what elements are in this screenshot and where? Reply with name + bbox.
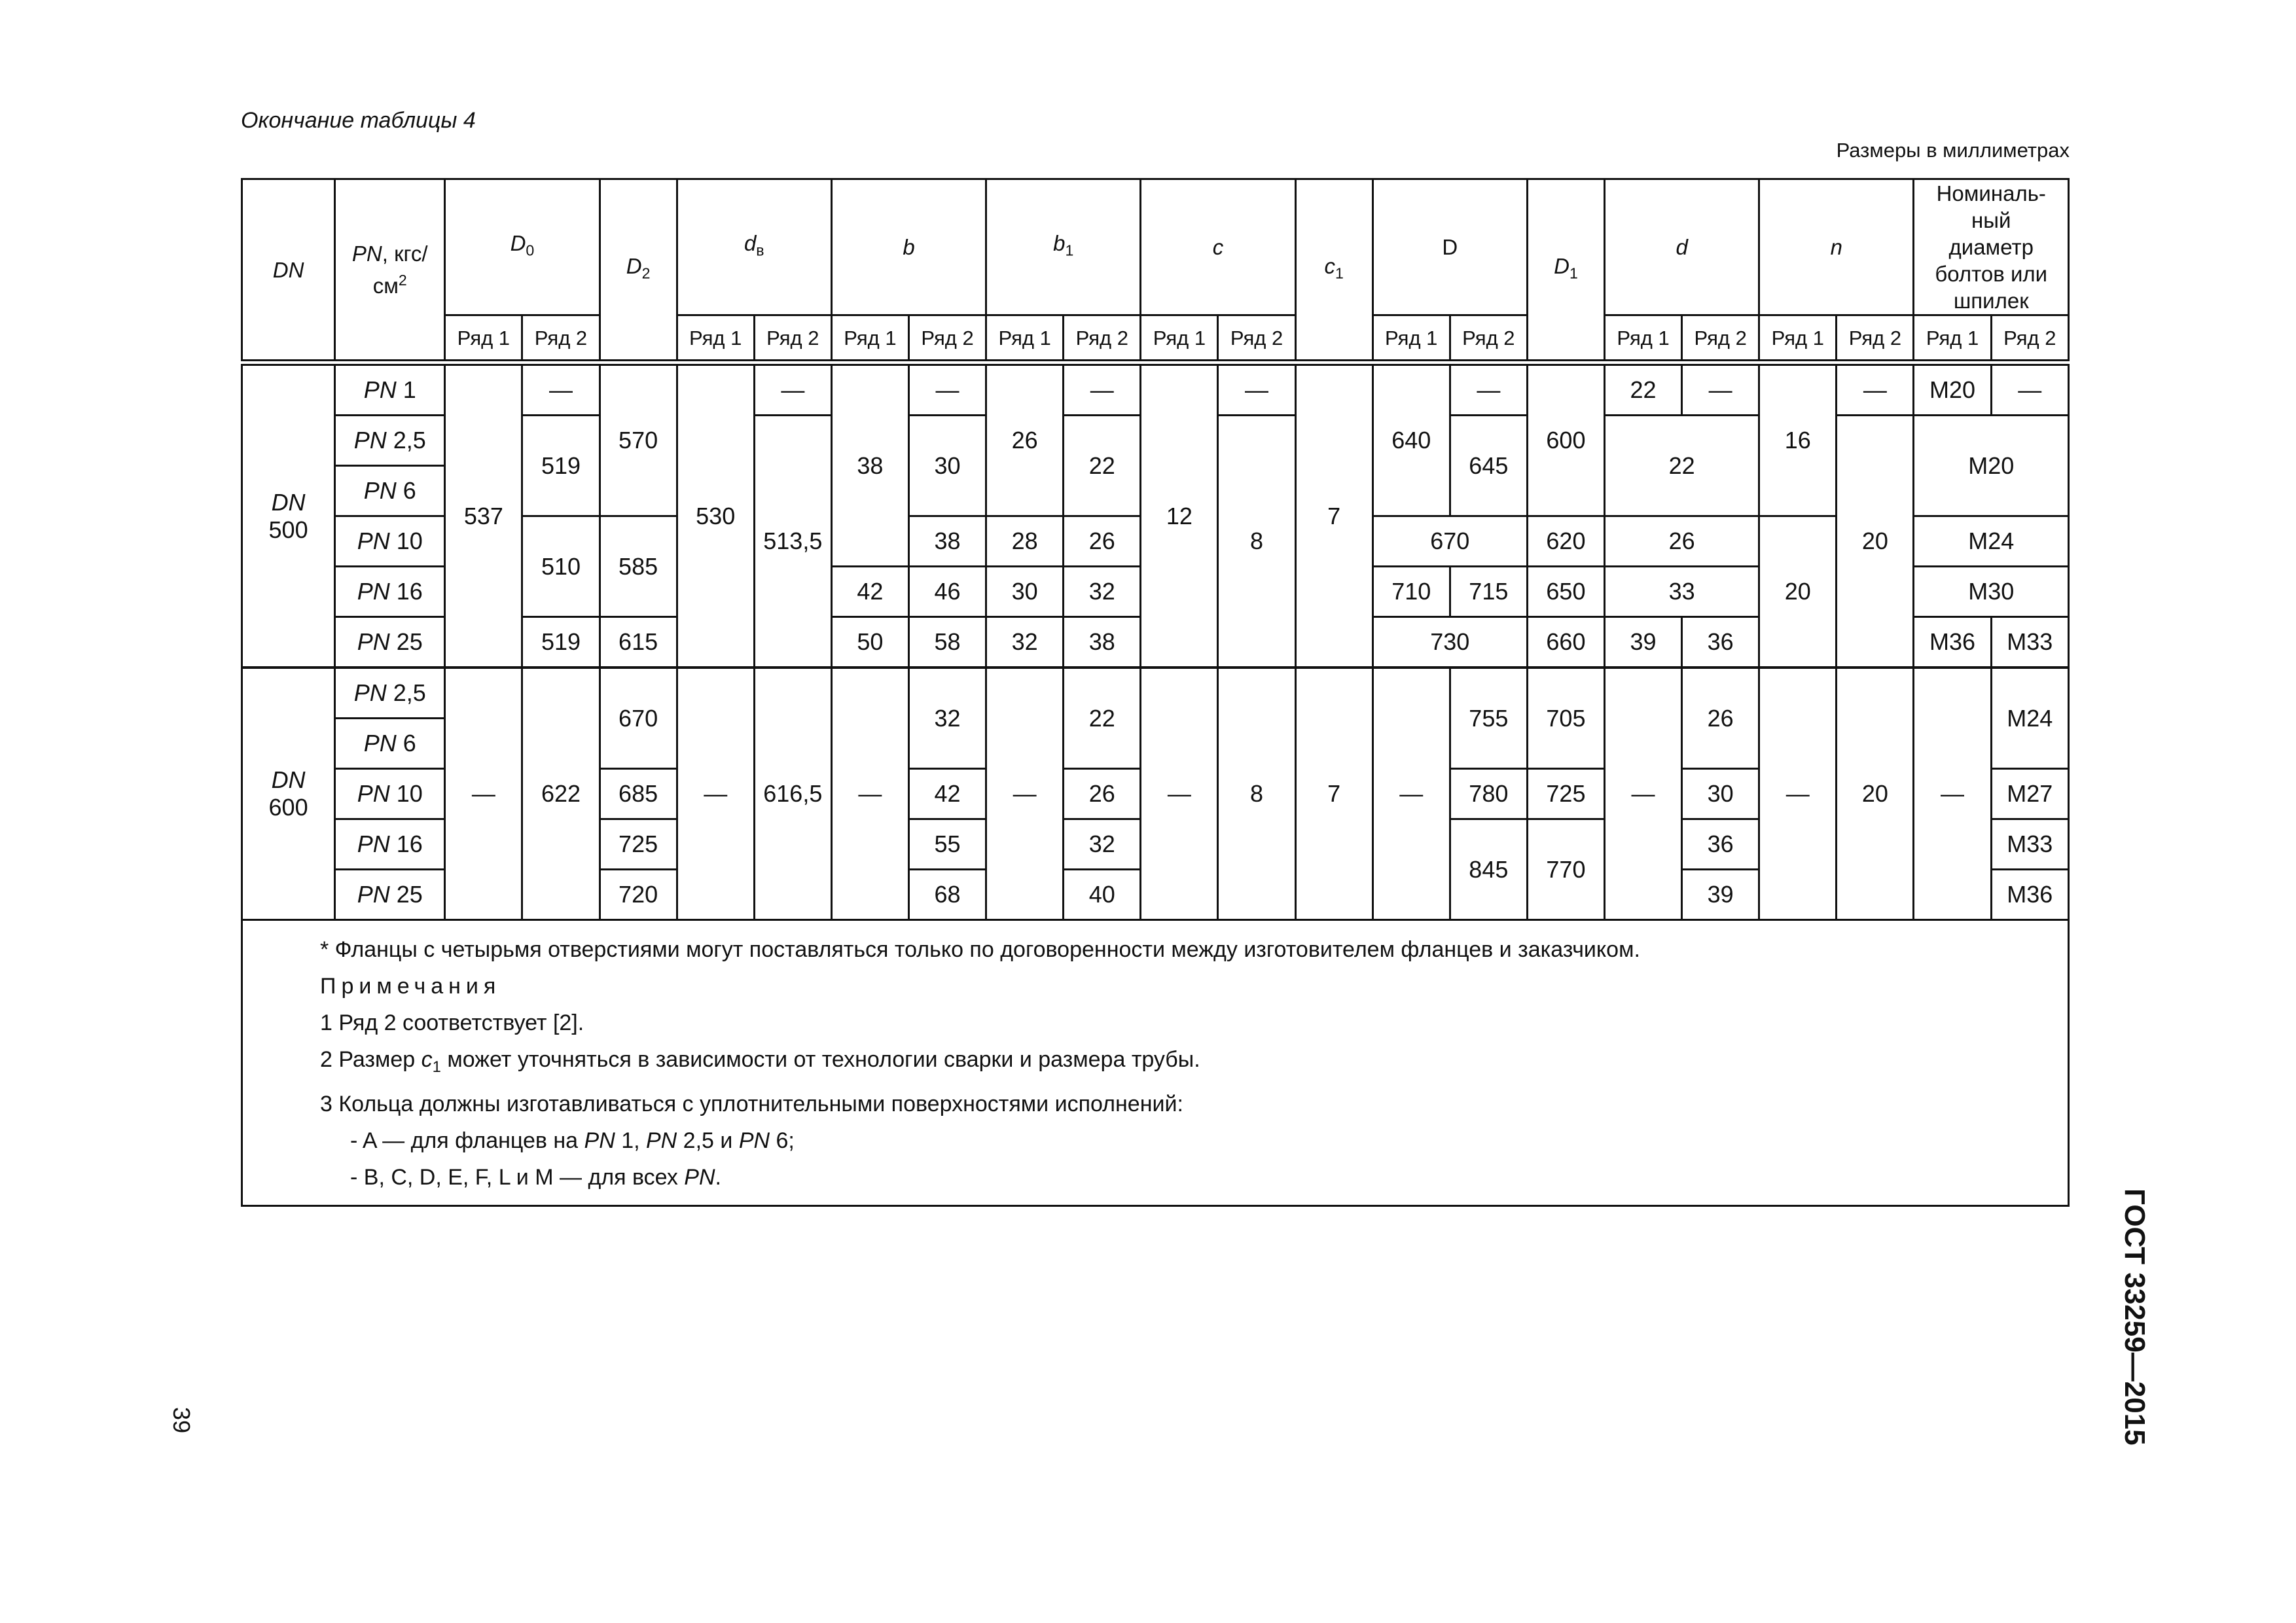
table-cell: M24 xyxy=(1914,516,2069,567)
table-cell: — xyxy=(445,668,522,920)
table-cell: 50 xyxy=(831,617,908,668)
table-cell: 755 xyxy=(1450,668,1527,769)
table-cell: 645 xyxy=(1450,416,1527,516)
row2-label: Ряд 2 xyxy=(1837,315,1914,363)
table-cell: 68 xyxy=(908,870,986,920)
row2-label: Ряд 2 xyxy=(522,315,600,363)
table-cell: 20 xyxy=(1837,416,1914,668)
pn-cell: PN 2,5 xyxy=(335,416,445,466)
row1-label: Ряд 1 xyxy=(831,315,908,363)
table-cell: 38 xyxy=(1064,617,1141,668)
table-cell: — xyxy=(1372,668,1450,920)
table-cell: — xyxy=(1218,363,1295,416)
header-c: c xyxy=(1141,179,1295,315)
table-cell: 685 xyxy=(600,769,677,819)
pn-cell: PN 10 xyxy=(335,516,445,567)
table-cell: 30 xyxy=(986,567,1064,617)
table-cell: 730 xyxy=(1372,617,1527,668)
header-d0: $D_0$ xyxy=(445,179,600,315)
table-cell: 46 xyxy=(908,567,986,617)
table-cell: — xyxy=(1064,363,1141,416)
table-cell: 660 xyxy=(1527,617,1604,668)
dn-cell: DN 500 xyxy=(242,363,335,668)
header-D: D xyxy=(1372,179,1527,315)
row1-label: Ряд 1 xyxy=(1914,315,1991,363)
header-c1: $c_1$ xyxy=(1295,179,1372,363)
table-cell: 36 xyxy=(1682,617,1759,668)
row2-label: Ряд 2 xyxy=(1218,315,1295,363)
table-cell: 780 xyxy=(1450,769,1527,819)
table-cell: M33 xyxy=(1991,617,2068,668)
table-cell: 42 xyxy=(831,567,908,617)
footnote: * Фланцы с четырьмя отверстиями могут поставляться только по договоренности между изготовителем фланцев и заказчиком. xyxy=(320,937,1640,962)
table-cell: — xyxy=(1991,363,2068,416)
table-cell: — xyxy=(677,668,754,920)
table-cell: 640 xyxy=(1372,363,1450,516)
table-cell: — xyxy=(754,363,831,416)
table-cell: 616,5 xyxy=(754,668,831,920)
table-cell: 8 xyxy=(1218,416,1295,668)
table-cell: — xyxy=(831,668,908,920)
table-cell: 33 xyxy=(1605,567,1759,617)
row1-label: Ряд 1 xyxy=(986,315,1064,363)
table-cell: 650 xyxy=(1527,567,1604,617)
table-cell: — xyxy=(1141,668,1218,920)
table-cell: 519 xyxy=(522,617,600,668)
units-label: Размеры в миллиметрах xyxy=(1836,139,2070,162)
table-cell: 39 xyxy=(1605,617,1682,668)
header-d: d xyxy=(1605,179,1759,315)
table-cell: — xyxy=(1450,363,1527,416)
table-cell: M27 xyxy=(1991,769,2068,819)
table-cell: 725 xyxy=(600,819,677,870)
row1-label: Ряд 1 xyxy=(445,315,522,363)
table-cell: 30 xyxy=(908,416,986,516)
header-b1: $b_1$ xyxy=(986,179,1141,315)
table-cell: — xyxy=(1759,668,1837,920)
table-cell: 725 xyxy=(1527,769,1604,819)
table-cell: 670 xyxy=(1372,516,1527,567)
row1-label: Ряд 1 xyxy=(677,315,754,363)
standard-code: ГОСТ 33259—2015 xyxy=(2119,1188,2151,1446)
table-cell: 55 xyxy=(908,819,986,870)
table-cell: 38 xyxy=(831,363,908,567)
pn-cell: PN 25 xyxy=(335,870,445,920)
row2-label: Ряд 2 xyxy=(1991,315,2068,363)
header-dn: DN xyxy=(242,179,335,363)
table-cell: 26 xyxy=(1682,668,1759,769)
table-cell: M30 xyxy=(1914,567,2069,617)
table-cell: — xyxy=(1682,363,1759,416)
table-cell: 622 xyxy=(522,668,600,920)
table-cell: 8 xyxy=(1218,668,1295,920)
table-cell: 16 xyxy=(1759,363,1837,516)
row2-label: Ряд 2 xyxy=(1450,315,1527,363)
table-row xyxy=(242,363,2069,416)
table-cell: 519 xyxy=(522,416,600,516)
table-cell: — xyxy=(1914,668,1991,920)
table-cell: 26 xyxy=(1605,516,1759,567)
header-pn: PN, кгс/$см^2$ xyxy=(335,179,445,363)
table-cell: 32 xyxy=(908,668,986,769)
table-cell: M20 xyxy=(1914,363,1991,416)
table-cell: 32 xyxy=(1064,567,1141,617)
row2-label: Ряд 2 xyxy=(1682,315,1759,363)
table-row xyxy=(242,668,2069,719)
table-cell: 32 xyxy=(986,617,1064,668)
table-cell: 530 xyxy=(677,363,754,668)
dn-cell: DN 600 xyxy=(242,668,335,920)
table-cell: 705 xyxy=(1527,668,1604,769)
row2-label: Ряд 2 xyxy=(754,315,831,363)
table-cell: 20 xyxy=(1759,516,1837,668)
table-cell: 39 xyxy=(1682,870,1759,920)
table-cell: 600 xyxy=(1527,363,1604,516)
table-cell: M33 xyxy=(1991,819,2068,870)
table-cell: — xyxy=(908,363,986,416)
table-cell: 12 xyxy=(1141,363,1218,668)
table-cell: 710 xyxy=(1372,567,1450,617)
table-cell: 770 xyxy=(1527,819,1604,920)
pn-cell: PN 6 xyxy=(335,466,445,516)
table-cell: 36 xyxy=(1682,819,1759,870)
notes-title: Примечания xyxy=(320,974,501,999)
table-cell: 40 xyxy=(1064,870,1141,920)
table-cell: 513,5 xyxy=(754,416,831,668)
table-cell: M24 xyxy=(1991,668,2068,769)
table-caption: Окончание таблицы 4 xyxy=(241,108,476,133)
note-3a: - A — для фланцев на PN 1, PN 2,5 и PN 6; xyxy=(350,1128,795,1153)
notes-block xyxy=(242,920,2069,1206)
row1-label: Ряд 1 xyxy=(1605,315,1682,363)
header-dv: $d_в$ xyxy=(677,179,831,315)
table-cell: 715 xyxy=(1450,567,1527,617)
pn-cell: PN 6 xyxy=(335,719,445,769)
table-cell: 58 xyxy=(908,617,986,668)
table-cell: 7 xyxy=(1295,363,1372,668)
note-3b: - B, C, D, E, F, L и M — для всех PN. xyxy=(350,1164,721,1190)
row2-label: Ряд 2 xyxy=(1064,315,1141,363)
pn-cell: PN 25 xyxy=(335,617,445,668)
table-cell: 26 xyxy=(1064,769,1141,819)
row1-label: Ряд 1 xyxy=(1141,315,1218,363)
table-cell: 510 xyxy=(522,516,600,617)
pn-cell: PN 16 xyxy=(335,819,445,870)
row1-label: Ряд 1 xyxy=(1759,315,1837,363)
table-cell: — xyxy=(522,363,600,416)
table-cell: 615 xyxy=(600,617,677,668)
note-1: 1 Ряд 2 соответствует [2]. xyxy=(320,1010,584,1035)
table-cell: 22 xyxy=(1605,416,1759,516)
table-cell: — xyxy=(1605,668,1682,920)
table-cell: 845 xyxy=(1450,819,1527,920)
table-cell: 26 xyxy=(986,363,1064,516)
table-cell: 22 xyxy=(1605,363,1682,416)
header-d2: $D_2$ xyxy=(600,179,677,363)
pn-cell: PN 16 xyxy=(335,567,445,617)
page-number: 39 xyxy=(168,1407,195,1434)
row2-label: Ряд 2 xyxy=(908,315,986,363)
table-cell: 22 xyxy=(1064,668,1141,769)
table-cell: M20 xyxy=(1914,416,2069,516)
table-cell: 42 xyxy=(908,769,986,819)
header-D1: $D_1$ xyxy=(1527,179,1604,363)
table-cell: 585 xyxy=(600,516,677,617)
table-cell: 38 xyxy=(908,516,986,567)
header-b: b xyxy=(831,179,986,315)
table-cell: 26 xyxy=(1064,516,1141,567)
table-cell: 30 xyxy=(1682,769,1759,819)
table-cell: 720 xyxy=(600,870,677,920)
table-cell: 620 xyxy=(1527,516,1604,567)
header-bolt-diameter: Номиналь-ный диаметр болтов или шпилек xyxy=(1914,179,2069,315)
table-cell: 537 xyxy=(445,363,522,668)
pn-cell: PN 10 xyxy=(335,769,445,819)
table-cell: — xyxy=(1837,363,1914,416)
table-cell: 32 xyxy=(1064,819,1141,870)
table-cell: 22 xyxy=(1064,416,1141,516)
table-cell: M36 xyxy=(1914,617,1991,668)
table-cell: 28 xyxy=(986,516,1064,567)
table-cell: 570 xyxy=(600,363,677,516)
pn-cell: PN 1 xyxy=(335,363,445,416)
table-cell: M36 xyxy=(1991,870,2068,920)
row1-label: Ряд 1 xyxy=(1372,315,1450,363)
flange-dimensions-table xyxy=(241,178,2070,1207)
note-2: 2 Размер $c_1$ может уточняться в зависимости от технологии сварки и размера трубы. xyxy=(320,1047,1200,1076)
notes-row xyxy=(242,920,2069,1206)
pn-cell: PN 2,5 xyxy=(335,668,445,719)
table-cell: — xyxy=(986,668,1064,920)
table-cell: 20 xyxy=(1837,668,1914,920)
table-cell: 7 xyxy=(1295,668,1372,920)
header-n: n xyxy=(1759,179,1914,315)
note-3: 3 Кольца должны изготавливаться с уплотнительными поверхностями исполнений: xyxy=(320,1091,1183,1116)
table-cell: 670 xyxy=(600,668,677,769)
